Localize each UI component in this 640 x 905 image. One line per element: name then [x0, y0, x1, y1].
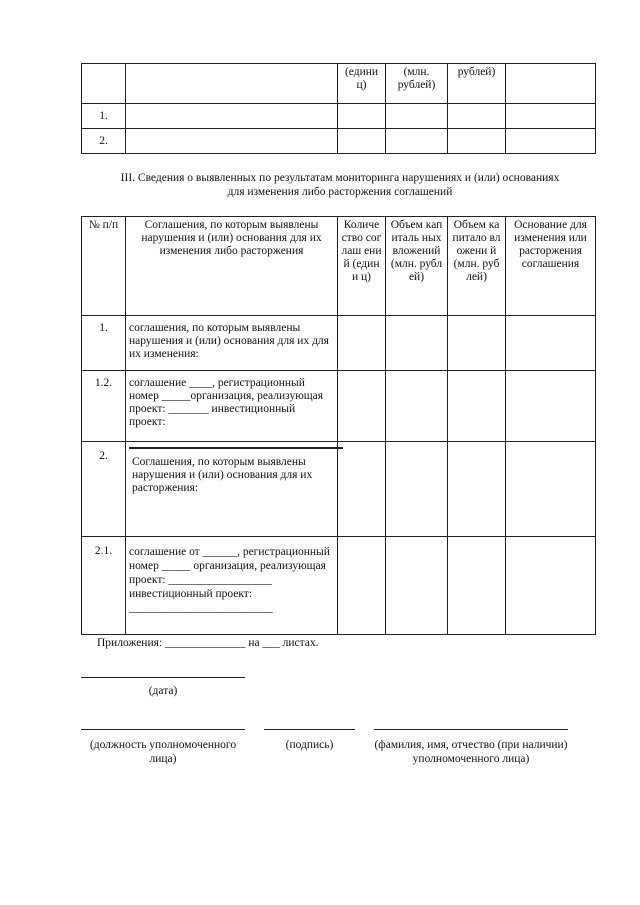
date-label: (дата) — [148, 685, 178, 697]
row-number: 2. — [82, 129, 126, 154]
table-row — [82, 371, 596, 442]
top-cell-agreements — [126, 64, 338, 104]
row-text: соглашение ____, регистрационный номер _____организация, реализующая проект: _______ инвестиционный проект: — [126, 371, 338, 442]
top-cell-basis — [506, 64, 596, 104]
table-row — [82, 316, 596, 371]
top-cell-mln: (млн. рублей) — [386, 64, 448, 104]
header-capital-volume: Объем капитало вложени й (млн. рублей) — [448, 217, 506, 316]
row-number: 1. — [82, 316, 126, 371]
table-row — [82, 442, 596, 537]
top-table — [81, 63, 596, 154]
top-table-header-row — [82, 64, 596, 104]
top-cell-rub: рублей) — [448, 64, 506, 104]
signature-label: (подпись) — [285, 739, 334, 751]
table-row — [82, 129, 596, 154]
header-basis: Основание для изменения или расторжения соглашения — [506, 217, 596, 316]
separator-line — [129, 447, 343, 449]
name-line — [374, 729, 568, 730]
section-heading: III. Сведения о выявленных по результатам мониторинга нарушениях и (или) основаниях для изменения либо расторжения соглашений — [120, 172, 560, 198]
monitoring-table-header — [82, 217, 596, 316]
top-cell-num — [82, 64, 126, 104]
position-label: (должность уполномоченного лица) — [89, 739, 237, 765]
attachments-line: Приложения: ______________ на ___ листах. — [97, 637, 319, 649]
signature-line — [264, 729, 355, 730]
date-line — [81, 677, 245, 678]
table-row — [82, 537, 596, 635]
header-count: Количе ство соглаш ений (едини ц) — [338, 217, 386, 316]
row-number: 2. — [82, 442, 126, 537]
top-cell-units: (едини ц) — [338, 64, 386, 104]
header-agreements: Соглашения, по которым выявлены нарушения и (или) основания для их изменения либо расторжения — [126, 217, 338, 316]
row-number: 1.2. — [82, 371, 126, 442]
row-text: Соглашения, по которым выявлены нарушения и (или) основания для их расторжения: — [126, 442, 338, 537]
name-label: (фамилия, имя, отчество (при наличии) уполномоченного лица) — [374, 739, 568, 765]
monitoring-table — [81, 216, 596, 635]
position-line — [81, 729, 245, 730]
row-text: соглашение от ______, регистрационный номер _____ организация, реализующая проект: __________________ инвестиционный проект: _________________________ — [126, 537, 338, 635]
header-num: № п/п — [82, 217, 126, 316]
table-row — [82, 104, 596, 129]
row-text: соглашения, по которым выявлены нарушения и (или) основания для их для их изменения: — [126, 316, 338, 371]
header-capital-investment: Объем капиталь ных вложений (млн. рублей) — [386, 217, 448, 316]
row-number: 1. — [82, 104, 126, 129]
row-number: 2.1. — [82, 537, 126, 635]
